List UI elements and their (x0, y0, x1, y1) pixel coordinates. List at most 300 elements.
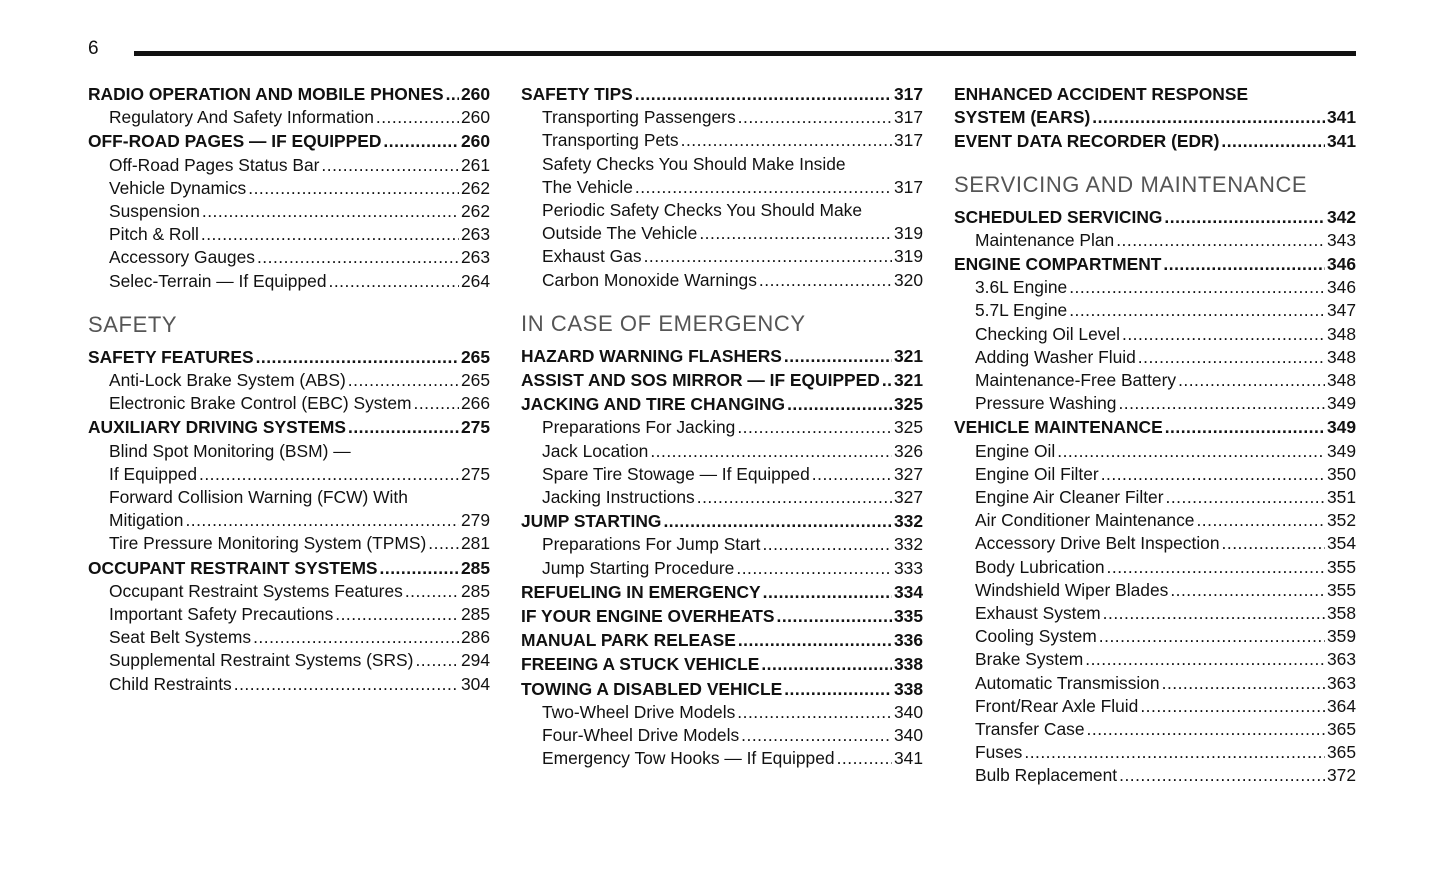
dot-leader (1057, 440, 1325, 463)
dot-leader (1221, 130, 1325, 153)
toc-column-3 (954, 82, 1356, 788)
toc-sub-entry[interactable] (954, 556, 1356, 579)
section-heading: SERVICING AND MAINTENANCE (954, 171, 1308, 197)
entry-title: Off-Road Pages Status Bar (109, 154, 320, 175)
toc-main-entry[interactable] (88, 130, 490, 153)
page-ref: 352 (1326, 510, 1356, 531)
page-ref: 336 (893, 630, 923, 651)
dot-leader (405, 580, 459, 603)
toc-sub-entry[interactable] (88, 154, 490, 177)
page-ref: 349 (1326, 440, 1356, 461)
entry-title: Pitch & Roll (109, 224, 199, 245)
toc-main-entry[interactable] (521, 678, 923, 701)
page-ref: 354 (1326, 533, 1356, 554)
toc-main-entry[interactable] (521, 83, 923, 106)
dot-leader (199, 463, 459, 486)
page-ref: 350 (1326, 463, 1356, 484)
entry-title: SCHEDULED SERVICING (954, 206, 1163, 227)
dot-leader (1178, 369, 1325, 392)
entry-title: Electronic Brake Control (EBC) System (109, 393, 412, 414)
toc-sub-entry[interactable] (954, 486, 1356, 509)
entry-title: Suspension (109, 201, 200, 222)
toc-main-entry[interactable] (88, 416, 490, 439)
dot-leader (1085, 648, 1325, 671)
toc-column-2 (521, 82, 923, 770)
toc-main-entry[interactable] (521, 345, 923, 368)
page-ref: 338 (893, 678, 923, 699)
toc-sub-entry[interactable] (954, 392, 1356, 415)
entry-title: If Equipped (109, 463, 197, 484)
entry-title: Exhaust Gas (542, 246, 642, 267)
dot-leader (738, 629, 892, 652)
toc-sub-entry[interactable] (521, 557, 923, 580)
toc-sub-entry[interactable] (521, 129, 923, 152)
dot-leader (763, 581, 892, 604)
page-ref: 349 (1326, 417, 1356, 438)
page-ref: 348 (1326, 323, 1356, 344)
dot-leader (663, 510, 892, 533)
dot-leader (1165, 416, 1325, 439)
page-ref: 372 (1326, 765, 1356, 786)
entry-title: Checking Oil Level (975, 323, 1120, 344)
toc-main-entry[interactable] (954, 416, 1356, 439)
entry-title: Bulb Replacement (975, 765, 1118, 786)
page-number: 6 (88, 38, 99, 59)
dot-leader (784, 678, 892, 701)
entry-title: Tire Pressure Monitoring System (TPMS) (109, 533, 427, 554)
page-ref: 325 (893, 394, 923, 415)
dot-leader (248, 177, 459, 200)
entry-title: Jump Starting Procedure (542, 557, 735, 578)
entry-title: Fuses (975, 742, 1023, 763)
page-ref: 294 (460, 650, 490, 671)
dot-leader (256, 346, 459, 369)
entry-title: Emergency Tow Hooks — If Equipped (542, 748, 835, 769)
dot-leader (1163, 253, 1325, 276)
entry-title: Engine Oil Filter (975, 463, 1099, 484)
entry-title: MANUAL PARK RELEASE (521, 630, 736, 651)
page-ref: 317 (893, 84, 923, 104)
dot-leader (380, 557, 459, 580)
entry-title: Four-Wheel Drive Models (542, 725, 740, 746)
dot-leader (1166, 486, 1325, 509)
toc-main-entry[interactable] (521, 605, 923, 628)
dot-leader (787, 393, 892, 416)
page-ref: 285 (460, 604, 490, 625)
entry-title: JUMP STARTING (521, 511, 662, 532)
entry-title: ASSIST AND SOS MIRROR — IF EQUIPPED (521, 370, 880, 391)
toc-column-1 (88, 82, 490, 696)
page-ref: 285 (460, 580, 490, 601)
dot-leader (837, 747, 892, 770)
toc-sub-entry[interactable] (521, 747, 923, 770)
toc-sub-entry[interactable] (521, 463, 923, 486)
toc-sub-entry[interactable] (954, 299, 1356, 322)
page-ref: 260 (460, 84, 490, 104)
page-ref: 321 (893, 345, 923, 366)
page-ref: 348 (1326, 346, 1356, 367)
entry-title: The Vehicle (542, 176, 633, 197)
toc-sub-entry[interactable] (954, 695, 1356, 718)
dot-leader (335, 603, 459, 626)
entry-title: Regulatory And Safety Information (109, 107, 374, 128)
dot-leader (762, 533, 892, 556)
toc-sub-entry[interactable] (954, 346, 1356, 369)
entry-title: Exhaust System (975, 603, 1101, 624)
toc-sub-entry[interactable] (521, 533, 923, 556)
entry-title: SYSTEM (EARS) (954, 107, 1091, 128)
toc-sub-entry[interactable] (954, 532, 1356, 555)
toc-main-entry[interactable] (521, 653, 923, 676)
dot-leader (234, 673, 459, 696)
entry-title: Carbon Monoxide Warnings (542, 269, 757, 290)
toc-sub-entry[interactable] (88, 246, 490, 269)
page-ref: 333 (893, 557, 923, 578)
entry-title: Vehicle Dynamics (109, 177, 247, 198)
dot-leader (737, 416, 892, 439)
dot-leader (650, 440, 892, 463)
entry-title: Pressure Washing (975, 393, 1117, 414)
dot-leader (201, 223, 459, 246)
toc-main-entry[interactable] (954, 206, 1356, 229)
dot-leader (1069, 276, 1325, 299)
toc-sub-entry[interactable] (88, 270, 490, 293)
entry-title: Seat Belt Systems (109, 627, 252, 648)
dot-leader (882, 369, 892, 392)
entry-title: RADIO OPERATION AND MOBILE PHONES (88, 84, 444, 104)
page-ref: 265 (460, 346, 490, 367)
page-ref: 326 (893, 440, 923, 461)
toc-sub-entry[interactable] (954, 509, 1356, 532)
entry-title: Maintenance Plan (975, 229, 1115, 250)
entry-title: Transfer Case (975, 719, 1085, 740)
entry-title: Supplemental Restraint Systems (SRS) (109, 650, 414, 671)
dot-leader (635, 176, 892, 199)
toc-sub-entry[interactable] (954, 602, 1356, 625)
entry-title: Preparations For Jacking (542, 417, 736, 438)
page-ref: 346 (1326, 277, 1356, 298)
toc-main-entry[interactable] (521, 393, 923, 416)
dot-leader (1170, 579, 1325, 602)
toc-sub-entry[interactable] (88, 392, 490, 415)
page-ref: 347 (1326, 300, 1356, 321)
dot-leader (1103, 602, 1325, 625)
entry-title: Air Conditioner Maintenance (975, 510, 1195, 531)
dot-leader (383, 130, 459, 153)
page-ref: 365 (1326, 719, 1356, 740)
page-ref: 260 (460, 131, 490, 152)
entry-title: 5.7L Engine (975, 300, 1068, 321)
toc-main-entry[interactable] (88, 83, 490, 106)
toc-main-entry[interactable] (954, 253, 1356, 276)
dot-leader (784, 345, 892, 368)
toc-main-entry[interactable] (88, 557, 490, 580)
entry-title-line: Safety Checks You Should Make Inside (542, 153, 846, 174)
dot-leader (777, 605, 892, 628)
page-ref: 262 (460, 177, 490, 198)
toc-sub-entry[interactable] (954, 718, 1356, 741)
page-ref: 332 (893, 511, 923, 532)
page-ref: 260 (460, 107, 490, 128)
page-ref: 342 (1326, 206, 1356, 227)
page-ref: 317 (893, 107, 923, 128)
page-ref: 320 (893, 269, 923, 290)
entry-title-line: Blind Spot Monitoring (BSM) — (109, 440, 351, 461)
entry-title-line: Periodic Safety Checks You Should Make (542, 200, 862, 221)
page-ref: 325 (893, 417, 923, 438)
page-ref: 265 (460, 370, 490, 391)
dot-leader (415, 649, 459, 672)
entry-title: Mitigation (109, 510, 184, 531)
entry-title: Preparations For Jump Start (542, 534, 761, 555)
page-ref: 351 (1326, 487, 1356, 508)
dot-leader (1140, 695, 1325, 718)
toc-sub-entry[interactable] (88, 486, 490, 532)
toc-sub-entry[interactable] (954, 625, 1356, 648)
toc-sub-entry[interactable] (521, 701, 923, 724)
toc-sub-entry[interactable] (88, 673, 490, 696)
dot-leader (761, 653, 892, 676)
entry-title: Automatic Transmission (975, 672, 1160, 693)
page-ref: 263 (460, 247, 490, 268)
page-ref: 285 (460, 557, 490, 578)
dot-leader (253, 626, 459, 649)
toc-sub-entry[interactable] (954, 648, 1356, 671)
entry-title-line: ENHANCED ACCIDENT RESPONSE (954, 84, 1249, 104)
toc-main-entry[interactable] (521, 510, 923, 533)
page-ref: 358 (1326, 603, 1356, 624)
dot-leader (1162, 672, 1325, 695)
page-ref: 261 (460, 154, 490, 175)
toc-sub-entry[interactable] (88, 649, 490, 672)
page-ref: 266 (460, 393, 490, 414)
entry-title: Windshield Wiper Blades (975, 579, 1169, 600)
entry-title: ENGINE COMPARTMENT (954, 254, 1162, 275)
entry-title: TOWING A DISABLED VEHICLE (521, 678, 783, 699)
toc-sub-entry[interactable] (521, 440, 923, 463)
toc-main-entry[interactable] (88, 346, 490, 369)
toc-sub-entry[interactable] (88, 106, 490, 129)
page-ref: 317 (893, 130, 923, 151)
toc-sub-entry[interactable] (521, 245, 923, 268)
dot-leader (1101, 463, 1325, 486)
entry-title: Cooling System (975, 626, 1097, 647)
toc-sub-entry[interactable] (954, 323, 1356, 346)
toc-main-entry[interactable] (521, 581, 923, 604)
page-ref: 264 (460, 270, 490, 291)
page-ref: 355 (1326, 556, 1356, 577)
dot-leader (1069, 299, 1325, 322)
toc-sub-entry[interactable] (954, 672, 1356, 695)
entry-title: FREEING A STUCK VEHICLE (521, 654, 760, 675)
dot-leader (329, 270, 459, 293)
section-heading: IN CASE OF EMERGENCY (521, 310, 806, 336)
dot-leader (737, 701, 892, 724)
dot-leader (1122, 323, 1325, 346)
toc-sub-entry[interactable] (88, 532, 490, 555)
dot-leader (1196, 509, 1325, 532)
page-ref: 341 (1326, 131, 1356, 152)
page-ref: 286 (460, 627, 490, 648)
dot-leader (446, 83, 459, 106)
page-ref: 327 (893, 463, 923, 484)
entry-title: JACKING AND TIRE CHANGING (521, 394, 786, 415)
page-ref: 363 (1326, 649, 1356, 670)
toc-sub-entry[interactable] (88, 580, 490, 603)
entry-title: Outside The Vehicle (542, 223, 698, 244)
entry-title: SAFETY FEATURES (88, 346, 254, 367)
entry-title: OFF-ROAD PAGES — IF EQUIPPED (88, 131, 382, 152)
dot-leader (257, 246, 459, 269)
page-ref: 341 (1326, 107, 1356, 128)
dot-leader (738, 106, 892, 129)
toc-sub-entry[interactable] (88, 369, 490, 392)
dot-leader (699, 222, 892, 245)
dot-leader (348, 369, 459, 392)
toc-sub-entry[interactable] (954, 369, 1356, 392)
entry-title: Jack Location (542, 440, 649, 461)
entry-title: Child Restraints (109, 673, 232, 694)
dot-leader (1099, 625, 1325, 648)
toc-sub-entry[interactable] (521, 106, 923, 129)
entry-title: OCCUPANT RESTRAINT SYSTEMS (88, 557, 378, 578)
dot-leader (759, 269, 892, 292)
toc-main-entry[interactable] (954, 130, 1356, 153)
entry-title: Transporting Pets (542, 130, 679, 151)
page-ref: 275 (460, 463, 490, 484)
page-ref: 263 (460, 224, 490, 245)
toc-sub-entry[interactable] (954, 229, 1356, 252)
entry-title: VEHICLE MAINTENANCE (954, 417, 1163, 438)
toc-sub-entry[interactable] (88, 177, 490, 200)
page-ref: 365 (1326, 742, 1356, 763)
dot-leader (348, 416, 459, 439)
entry-title: Brake System (975, 649, 1084, 670)
toc-sub-entry[interactable] (521, 269, 923, 292)
toc-sub-entry[interactable] (88, 626, 490, 649)
toc-sub-entry[interactable] (521, 724, 923, 747)
entry-title: Accessory Gauges (109, 247, 255, 268)
entry-title: Engine Air Cleaner Filter (975, 487, 1164, 508)
dot-leader (1116, 229, 1325, 252)
page-ref: 334 (893, 581, 923, 602)
dot-leader (1119, 764, 1325, 787)
entry-title: Important Safety Precautions (109, 604, 334, 625)
page-ref: 349 (1326, 393, 1356, 414)
entry-title: Transporting Passengers (542, 107, 736, 128)
toc-main-entry[interactable] (521, 369, 923, 392)
entry-title: Adding Washer Fluid (975, 346, 1136, 367)
entry-title: Spare Tire Stowage — If Equipped (542, 463, 810, 484)
dot-leader (1118, 392, 1325, 415)
entry-title: REFUELING IN EMERGENCY (521, 581, 761, 602)
page-ref: 327 (893, 487, 923, 508)
page-ref: 335 (893, 606, 923, 627)
dot-leader (741, 724, 892, 747)
page-ref: 321 (893, 370, 923, 391)
dot-leader (321, 154, 459, 177)
entry-title: Occupant Restraint Systems Features (109, 580, 403, 601)
toc-sub-entry[interactable] (88, 440, 490, 486)
entry-title-line: Forward Collision Warning (FCW) With (109, 487, 408, 508)
dot-leader (635, 83, 892, 106)
page-ref: 262 (460, 201, 490, 222)
toc-main-entry[interactable] (954, 83, 1356, 129)
page-ref: 346 (1326, 254, 1356, 275)
dot-leader (812, 463, 892, 486)
page-ref: 281 (460, 533, 490, 554)
entry-title: Two-Wheel Drive Models (542, 701, 736, 722)
toc-sub-entry[interactable] (88, 603, 490, 626)
dot-leader (1107, 556, 1325, 579)
entry-title: Front/Rear Axle Fluid (975, 695, 1139, 716)
toc-sub-entry[interactable] (521, 153, 923, 199)
toc-sub-entry[interactable] (954, 741, 1356, 764)
dot-leader (1164, 206, 1325, 229)
toc-sub-entry[interactable] (88, 200, 490, 223)
page-ref: 304 (460, 673, 490, 694)
dot-leader (185, 509, 459, 532)
toc-sub-entry[interactable] (521, 416, 923, 439)
toc-sub-entry[interactable] (954, 579, 1356, 602)
entry-title: Engine Oil (975, 440, 1056, 461)
page-ref: 348 (1326, 370, 1356, 391)
dot-leader (697, 486, 892, 509)
page-ref: 359 (1326, 626, 1356, 647)
entry-title: IF YOUR ENGINE OVERHEATS (521, 606, 775, 627)
dot-leader (202, 200, 459, 223)
page-ref: 340 (893, 701, 923, 722)
dot-leader (1024, 741, 1325, 764)
dot-leader (1138, 346, 1325, 369)
entry-title: EVENT DATA RECORDER (EDR) (954, 131, 1220, 152)
entry-title: AUXILIARY DRIVING SYSTEMS (88, 417, 346, 438)
entry-title: Jacking Instructions (542, 487, 695, 508)
dot-leader (736, 557, 892, 580)
toc-sub-entry[interactable] (954, 440, 1356, 463)
toc-sub-entry[interactable] (88, 223, 490, 246)
page-ref: 275 (460, 417, 490, 438)
entry-title: Anti-Lock Brake System (ABS) (109, 370, 346, 391)
page-ref: 364 (1326, 695, 1356, 716)
page-ref: 279 (460, 510, 490, 531)
entry-title: Selec-Terrain — If Equipped (109, 270, 327, 291)
toc-sub-entry[interactable] (954, 463, 1356, 486)
dot-leader (681, 129, 892, 152)
page-ref: 338 (893, 654, 923, 675)
dot-leader (644, 245, 892, 268)
section-heading: SAFETY (88, 311, 178, 337)
dot-leader (1222, 532, 1325, 555)
page-ref: 332 (893, 534, 923, 555)
page-ref: 363 (1326, 672, 1356, 693)
page-ref: 341 (893, 748, 923, 769)
toc-sub-entry[interactable] (954, 276, 1356, 299)
toc-main-entry[interactable] (521, 629, 923, 652)
entry-title: SAFETY TIPS (521, 84, 633, 104)
entry-title: HAZARD WARNING FLASHERS (521, 345, 782, 366)
toc-sub-entry[interactable] (521, 199, 923, 245)
toc-sub-entry[interactable] (521, 486, 923, 509)
toc-sub-entry[interactable] (954, 764, 1356, 787)
page-ref: 343 (1326, 229, 1356, 250)
dot-leader (428, 532, 459, 555)
page-ref: 319 (893, 246, 923, 267)
dot-leader (414, 392, 459, 415)
entry-title: Body Lubrication (975, 556, 1105, 577)
dot-leader (376, 106, 459, 129)
header-rule (134, 51, 1356, 56)
